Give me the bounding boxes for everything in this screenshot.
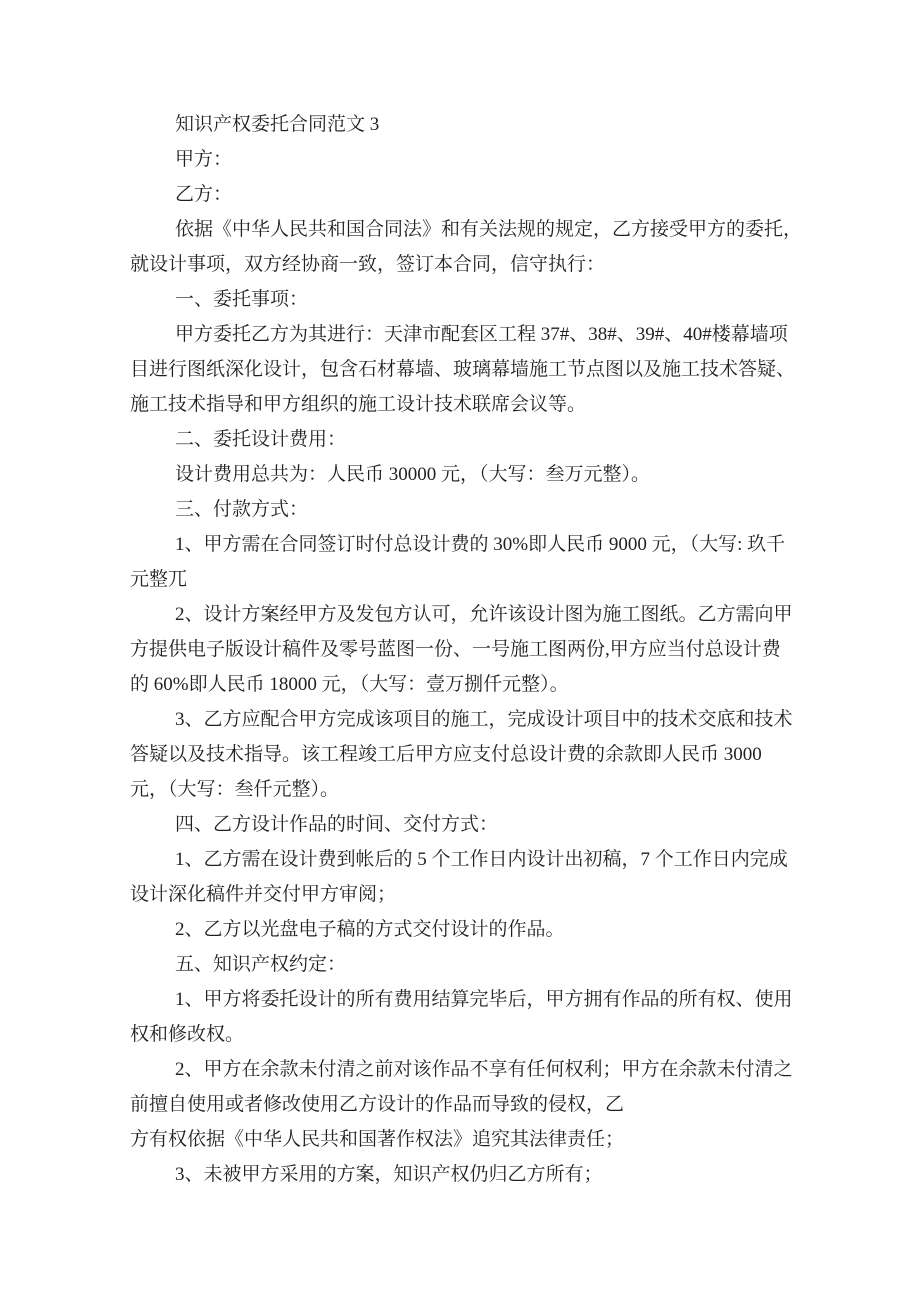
text-line: 就设计事项，双方经协商一致，签订本合同，信守执行：: [130, 254, 606, 275]
text-line: 四、乙方设计作品的时间、交付方式：: [175, 814, 499, 835]
text-line: 1、乙方需在设计费到帐后的 5 个工作日内设计出初稿，7 个工作日内完成: [175, 849, 788, 870]
text-line: 施工技术指导和甲方组织的施工设计技术联席会议等。: [130, 394, 587, 415]
document-title: 知识产权委托合同范文 3: [175, 114, 380, 135]
text-line: 前擅自使用或者修改使用乙方设计的作品而导致的侵权，乙: [130, 1094, 625, 1115]
text-line: 1、甲方需在合同签订时付总设计费的 30%即人民币 9000 元，（大写: 玖千: [175, 534, 786, 555]
text-line: 2、甲方在余款未付清之前对该作品不享有任何权利；甲方在余款未付清之: [175, 1059, 793, 1080]
text-line: 元，（大写：叁仟元整）。: [130, 779, 340, 800]
text-line: 2、乙方以光盘电子稿的方式交付设计的作品。: [175, 919, 565, 940]
text-line: 设计深化稿件并交付甲方审阅；: [130, 884, 397, 905]
text-line: 依据《中华人民共和国合同法》和有关法规的规定，乙方接受甲方的委托，: [175, 219, 803, 240]
text-line: 答疑以及技术指导。该工程竣工后甲方应支付总设计费的余款即人民币 3000: [130, 744, 762, 765]
text-line: 权和修改权。: [130, 1024, 245, 1045]
text-line: 甲方委托乙方为其进行：天津市配套区工程 37#、38#、39#、40#楼幕墙项: [175, 324, 788, 345]
text-line: 方提供电子版设计稿件及零号蓝图一份、一号施工图两份,甲方应当付总设计费: [130, 639, 781, 660]
text-line: 的 60%即人民币 18000 元，（大写：壹万捌仟元整）。: [130, 674, 569, 695]
text-line: 目进行图纸深化设计，包含石材幕墙、玻璃幕墙施工节点图以及施工技术答疑、: [130, 359, 796, 380]
text-line: 3、乙方应配合甲方完成该项目的施工，完成设计项目中的技术交底和技术: [175, 709, 793, 730]
text-line: 二、委托设计费用：: [175, 429, 347, 450]
text-line: 设计费用总共为：人民币 30000 元，（大写：叁万元整）。: [175, 464, 651, 485]
text-line: 方有权依据《中华人民共和国著作权法》追究其法律责任；: [130, 1129, 625, 1150]
text-line: 2、设计方案经甲方及发包方认可，允许该设计图为施工图纸。乙方需向甲: [175, 604, 793, 625]
text-line: 元整兀: [130, 569, 188, 590]
document-body: [130, 107, 803, 1192]
text-line: 三、付款方式：: [175, 499, 309, 520]
text-line: 一、委托事项：: [175, 289, 309, 310]
text-line: 3、未被甲方采用的方案，知识产权仍归乙方所有；: [175, 1164, 603, 1185]
text-line: 1、甲方将委托设计的所有费用结算完毕后，甲方拥有作品的所有权、使用: [175, 989, 793, 1010]
text-line: 乙方：: [175, 184, 233, 205]
text-line: 甲方：: [175, 149, 233, 170]
text-line: 五、知识产权约定：: [175, 954, 347, 975]
